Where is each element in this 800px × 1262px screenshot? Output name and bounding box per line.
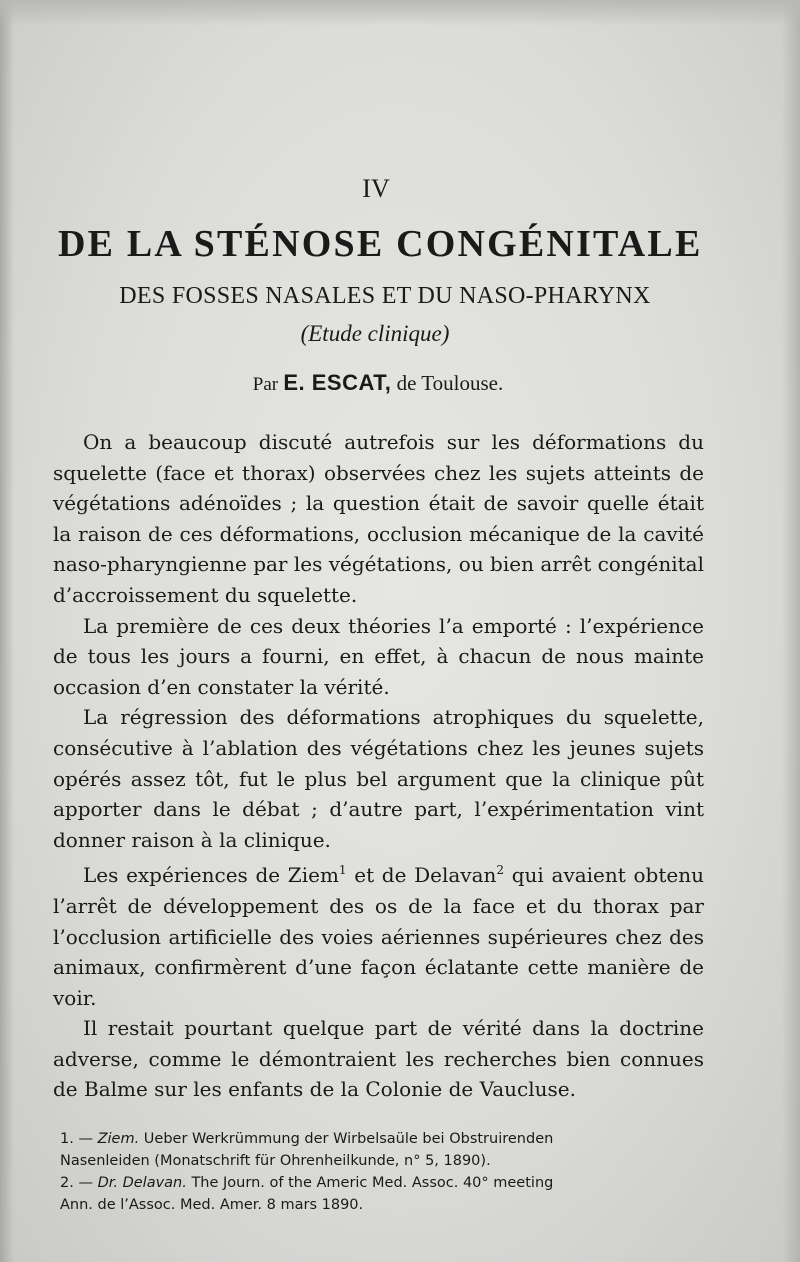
paragraph-3: La régression des déformations atrophiques du squelette, consécutive à l’ablation des végétations chez les jeunes sujets opérés assez tôt, fut le plus bel argument que la clinique pût apporter dans le débat ; d’autre part, l’expérimentation vint donner raison à la clinique. (53, 705, 704, 852)
paragraph-1: On a beaucoup discuté autrefois sur les déformations du squelette (face et thorax) observées chez les sujets atteints de végétations adénoïdes ; la question était de savoir quelle était la raison de ces déformations, occlusion mécanique de la cavité naso-pharyngienne par les végétations, ou bien arrêt congénital d’accroissement du squelette. (53, 430, 704, 607)
article-title: DE LA STÉNOSE CONGÉNITALE (58, 223, 703, 265)
footnote-2-text-1: The Journ. of the Americ Med. Assoc. 40° meeting (186, 1175, 554, 1191)
footnote-2-line-1 (54, 1172, 714, 1194)
author-name: E. ESCAT, (283, 370, 392, 395)
article-note: (Etude clinique) (300, 321, 450, 346)
footnote-2-line-2: Ann. de l’Assoc. Med. Amer. 8 mars 1890. (60, 1197, 364, 1213)
footnote-1-line-1 (54, 1128, 714, 1150)
footnote-1-author: Ziem. (97, 1131, 140, 1147)
paragraph-4-part-c: qui avaient obtenu l’arrêt de développement des os de la face et du thorax par l’occlusion artificielle des voies aériennes supérieures chez des animaux, confirmèrent d’une façon éclatante cette manière de voir. (53, 863, 704, 1010)
chapter-numeral: IV (362, 174, 390, 203)
paragraph-4-part-a: Les expériences de Ziem (83, 863, 339, 888)
footnote-2-number: 2. — (60, 1175, 93, 1191)
footnote-1-number: 1. — (60, 1131, 93, 1147)
paragraph-4 (53, 855, 704, 1013)
footnotes (54, 1128, 714, 1216)
page-shadow-top (0, 0, 800, 26)
article-body (53, 427, 704, 1105)
paragraph-2: La première de ces deux théories l’a emporté : l’expérience de tous les jours a fourni, en effet, à chacun de nous mainte occasion d’en constater la vérité. (53, 613, 704, 699)
page-shadow-right (782, 0, 800, 1262)
byline (0, 370, 756, 396)
byline-prefix: Par (252, 374, 279, 395)
footnote-2-author: Dr. Delavan. (97, 1175, 187, 1191)
footnote-1-line-2: Nasenleiden (Monatschrift für Ohrenheilkunde, n° 5, 1890). (60, 1153, 491, 1169)
paragraph-4-part-b: et de Delavan (346, 863, 497, 888)
article-subtitle: DES FOSSES NASALES ET DU NASO-PHARYNX (119, 283, 651, 309)
paragraph-5: Il restait pourtant quelque part de vérité dans la doctrine adverse, comme le démontraient les recherches bien connues de Balme sur les enfants de la Colonie de Vaucluse. (53, 1016, 704, 1102)
footnote-ref-2: 2 (496, 863, 505, 878)
footnote-ref-1: 1 (338, 863, 347, 878)
footnote-1-text-1: Ueber Werkrümmung der Wirbelsaüle bei Obstruirenden (139, 1131, 554, 1147)
byline-suffix: de Toulouse. (396, 371, 504, 395)
